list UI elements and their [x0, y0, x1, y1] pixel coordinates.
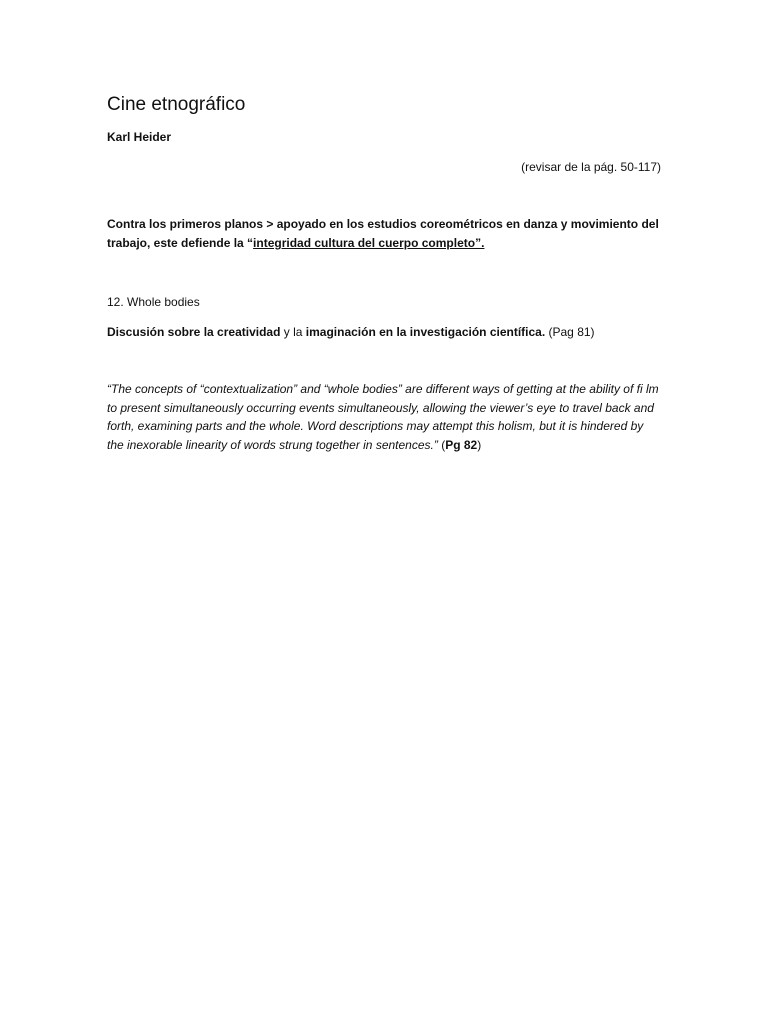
- text-run: Discusión sobre la: [107, 325, 218, 339]
- text-run: y la: [280, 325, 306, 339]
- emphasis-creatividad: creatividad: [217, 325, 281, 339]
- paragraph-full-body: [107, 215, 659, 253]
- citation-open: (: [437, 437, 446, 452]
- document-title: Cine etnográfico: [107, 94, 246, 115]
- page-reference-note: (revisar de la pág. 50-117): [521, 160, 661, 174]
- citation-close: ): [477, 437, 482, 452]
- quote-citation: [438, 438, 481, 452]
- citation-page: Pg 82: [445, 437, 478, 452]
- emphasis-imaginacion: imaginación: [305, 325, 376, 339]
- section-heading: 12. Whole bodies: [107, 295, 200, 309]
- page-citation: (Pag 81): [545, 325, 595, 339]
- paragraph-text: Contra los primeros planos > apoyado en los estudios coreométricos en danza y movimiento del trabajo, este defiende la “: [107, 217, 659, 250]
- author-name: Karl Heider: [107, 130, 172, 144]
- underlined-phrase: integridad cultura del cuerpo completo”.: [253, 236, 485, 250]
- quote-text: “The concepts of “contextualization” and “whole bodies” are different ways of getting at the ability of fi lm to present simultaneously occurring events simultaneously, allowing the viewer’s eye to travel back and forth, examining parts and the whole. Word descriptions may attempt this holism, but it is hindered by the inexorable linearity of words strung together in sentences.”: [107, 382, 659, 452]
- text-run: en la investigación científica.: [375, 325, 546, 339]
- paragraph-creativity: [107, 323, 659, 342]
- block-quote: [107, 380, 663, 454]
